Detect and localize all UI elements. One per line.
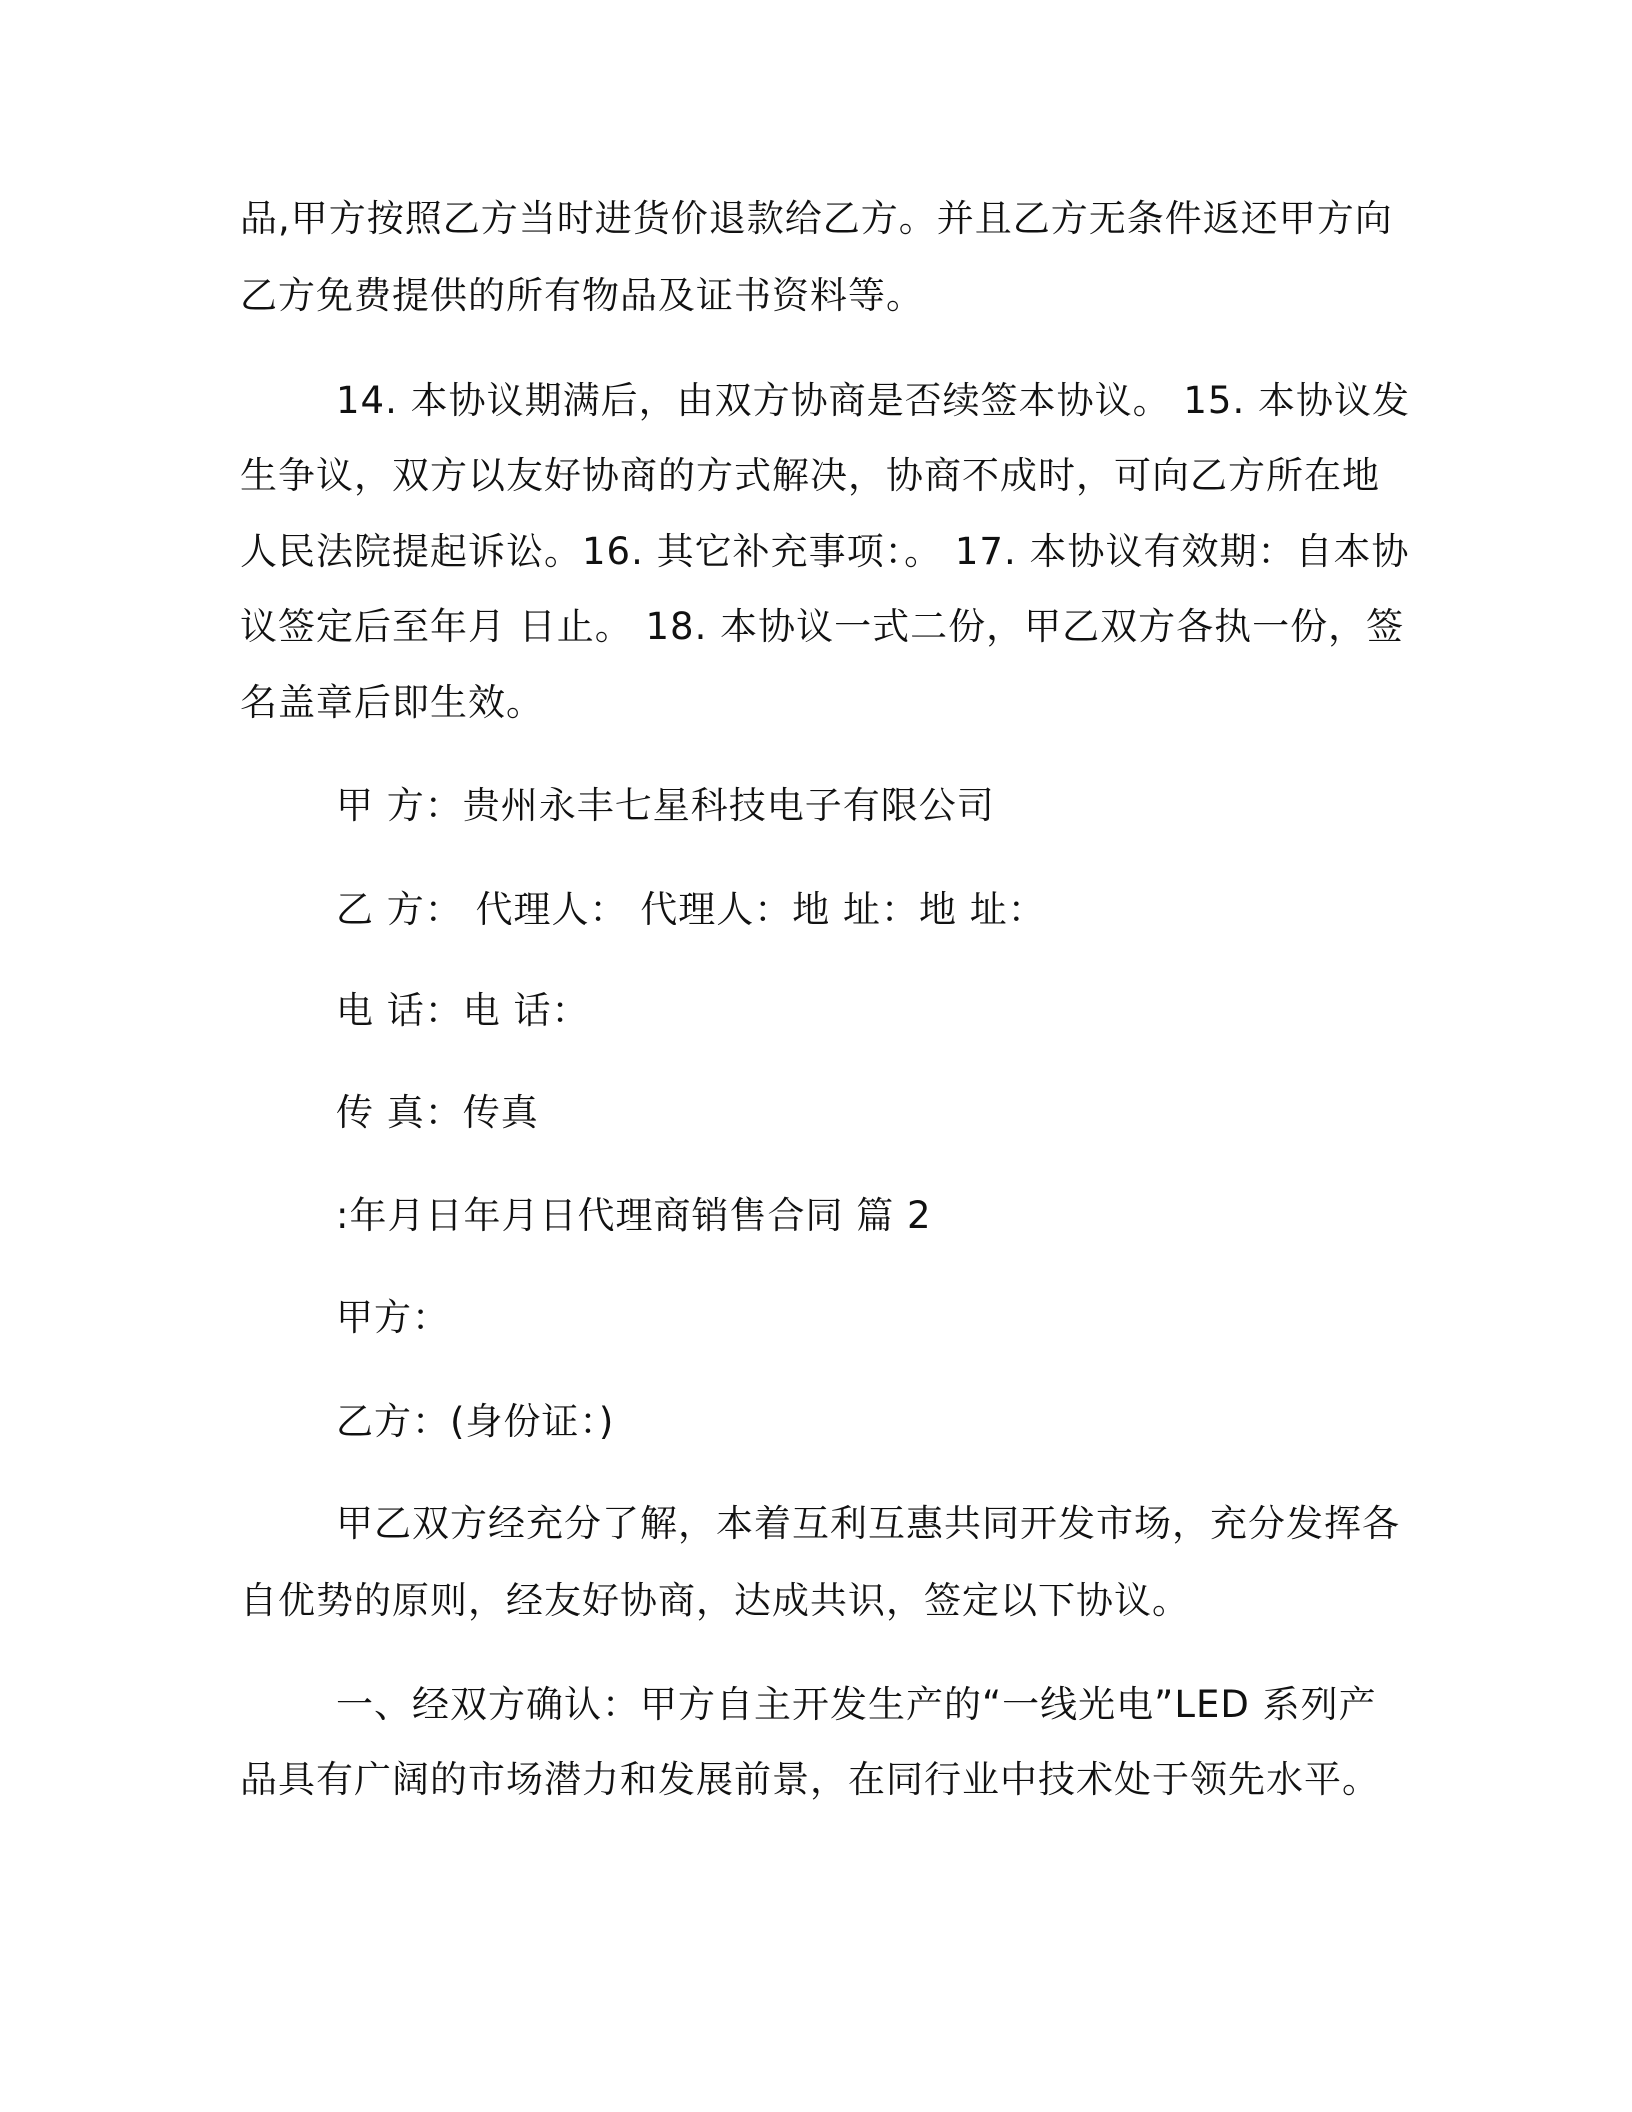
text-line: 人民法院提起诉讼。16. 其它补充事项：。 17. 本协议有效期：自本协 [240, 530, 1410, 573]
phone-line: 电 话：电 话： [336, 989, 590, 1032]
party-a-label: 甲方： [336, 1296, 450, 1339]
text-line: 乙方免费提供的所有物品及证书资料等。 [240, 274, 924, 317]
text-line: 议签定后至年月 日止。 18. 本协议一式二份，甲乙双方各执一份，签 [240, 605, 1405, 648]
party-b-line: 乙 方： 代理人： 代理人：地 址：地 址： [336, 888, 1046, 931]
text-line: 名盖章后即生效。 [240, 681, 544, 724]
section-heading: :年月日年月日代理商销售合同 篇 2 [336, 1194, 932, 1237]
party-a-line: 甲 方：贵州永丰七星科技电子有限公司 [336, 784, 995, 827]
text-line: 品,甲方按照乙方当时进货价退款给乙方。并且乙方无条件返还甲方向 [240, 197, 1393, 240]
text-line: 14. 本协议期满后，由双方协商是否续签本协议。 15. 本协议发 [336, 379, 1410, 422]
text-line: 品具有广阔的市场潜力和发展前景，在同行业中技术处于领先水平。 [240, 1758, 1380, 1801]
text-line: 生争议，双方以友好协商的方式解决，协商不成时，可向乙方所在地 [240, 454, 1380, 497]
text-line: 自优势的原则，经友好协商，达成共识，签定以下协议。 [240, 1579, 1190, 1622]
party-b-label: 乙方：(身份证：) [336, 1400, 615, 1443]
fax-line: 传 真：传真 [336, 1091, 539, 1134]
text-line: 一、经双方确认：甲方自主开发生产的“一线光电”LED 系列产 [336, 1683, 1377, 1726]
text-line: 甲乙双方经充分了解，本着互利互惠共同开发市场，充分发挥各 [336, 1502, 1400, 1545]
